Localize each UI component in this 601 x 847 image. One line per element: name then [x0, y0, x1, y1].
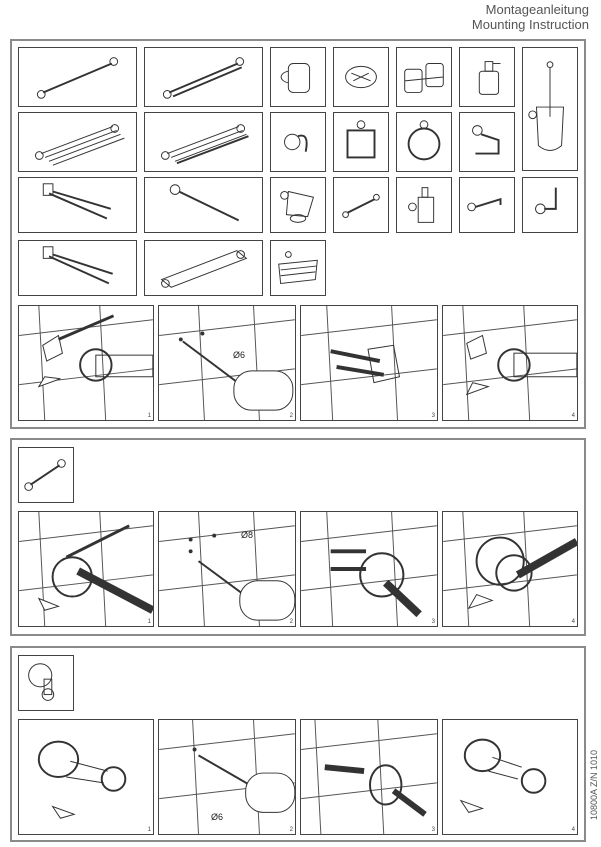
- drill-illustration: [159, 306, 295, 420]
- product-robe-hook-round: [18, 655, 74, 711]
- product-paper-holder: [459, 112, 515, 172]
- step-number: 2: [289, 827, 293, 833]
- soap-dish-icon: [334, 48, 388, 106]
- double-towel-bar-icon: [145, 48, 262, 106]
- document-code: 10800A Z/N 1010: [589, 749, 599, 820]
- product-towel-shelf-bar: [144, 112, 263, 172]
- drill-size-label: Ø6: [233, 350, 246, 360]
- paper-holder-icon: [271, 178, 325, 232]
- product-swivel-bar-double: [18, 177, 137, 233]
- step-4-mount: [442, 305, 578, 421]
- mount-illustration: [443, 306, 577, 420]
- unscrew-cap-illustration: [19, 720, 153, 834]
- unscrew-illustration: [19, 512, 153, 626]
- product-spare-paper-holder: [522, 177, 578, 233]
- swivel-bar-icon: [19, 178, 136, 232]
- product-covered-paper-holder: [270, 177, 326, 233]
- step-number: 3: [431, 827, 435, 833]
- product-glass-shelf: [144, 240, 263, 296]
- drill-illustration: [159, 720, 295, 834]
- step-4-screw-cap: [442, 719, 578, 835]
- step-3-dowel: [300, 719, 438, 835]
- product-robe-hook: [270, 112, 326, 172]
- wall-tiles-illustration: [19, 306, 153, 420]
- step-2-drill: [158, 511, 296, 627]
- spare-paper-holder-icon: [523, 178, 577, 232]
- step-3-dowels: [300, 511, 438, 627]
- towel-ring-icon: [334, 113, 388, 171]
- product-tumbler-holder: [270, 47, 326, 107]
- drill-size-label: Ø6: [211, 812, 224, 822]
- step-number: 4: [571, 827, 575, 833]
- product-toilet-brush: [522, 47, 578, 171]
- towel-bar-icon: [19, 448, 73, 502]
- swivel-bar-icon: [19, 241, 136, 295]
- product-shower-basket: [270, 240, 326, 296]
- step-2-drill: [158, 305, 296, 421]
- towel-bar-icon: [19, 48, 136, 106]
- dowels-illustration: [301, 512, 437, 626]
- drill-illustration: [159, 512, 295, 626]
- step-3-dowels: [300, 305, 438, 421]
- step-number: 4: [571, 619, 575, 625]
- screw-cap-illustration: [443, 720, 577, 834]
- product-short-bar: [333, 177, 389, 233]
- paper-holder-icon: [460, 113, 514, 171]
- step-1-unscrew-cap: [18, 719, 154, 835]
- swivel-bar-icon: [145, 178, 262, 232]
- step-1-unscrew: [18, 305, 154, 421]
- towel-shelf-icon: [145, 113, 262, 171]
- paper-holder-icon: [460, 178, 514, 232]
- step-number: 3: [431, 413, 435, 419]
- shower-basket-icon: [271, 241, 325, 295]
- title-german: Montageanleitung: [485, 2, 589, 17]
- towel-shelf-icon: [19, 113, 136, 171]
- towel-ring-icon: [397, 113, 451, 171]
- soap-dispenser-icon: [460, 48, 514, 106]
- step-number: 3: [431, 619, 435, 625]
- step-number: 1: [147, 827, 151, 833]
- title-english: Mounting Instruction: [471, 17, 589, 32]
- product-swivel-bar-single: [144, 177, 263, 233]
- product-towel-shelf: [18, 112, 137, 172]
- mount-illustration: [443, 512, 577, 626]
- product-paper-holder-open: [459, 177, 515, 233]
- glass-shelf-icon: [145, 241, 262, 295]
- product-soap-dish: [333, 47, 389, 107]
- step-1-unscrew: [18, 511, 154, 627]
- product-swivel-bar-triple: [18, 240, 137, 296]
- dowel-illustration: [301, 720, 437, 834]
- step-number: 2: [289, 619, 293, 625]
- soap-dispenser-icon: [397, 178, 451, 232]
- product-towel-bar: [18, 47, 137, 107]
- product-soap-dispenser: [459, 47, 515, 107]
- product-towel-ring: [396, 112, 452, 172]
- robe-hook-icon: [271, 113, 325, 171]
- step-number: 1: [147, 619, 151, 625]
- toilet-brush-icon: [523, 48, 577, 170]
- step-2-drill: [158, 719, 296, 835]
- step-number: 2: [289, 413, 293, 419]
- product-double-towel-bar: [144, 47, 263, 107]
- product-double-tumbler: [396, 47, 452, 107]
- step-number: 4: [571, 413, 575, 419]
- double-tumbler-icon: [397, 48, 451, 106]
- product-towel-bar-large: [18, 447, 74, 503]
- page-header: [472, 2, 589, 32]
- step-4-mount: [442, 511, 578, 627]
- robe-hook-icon: [19, 656, 73, 710]
- product-square-towel-ring: [333, 112, 389, 172]
- step-number: 1: [147, 413, 151, 419]
- product-wall-soap-dispenser: [396, 177, 452, 233]
- drill-size-label: Ø8: [241, 530, 254, 540]
- towel-bar-icon: [334, 178, 388, 232]
- dowels-illustration: [301, 306, 437, 420]
- tumbler-holder-icon: [271, 48, 325, 106]
